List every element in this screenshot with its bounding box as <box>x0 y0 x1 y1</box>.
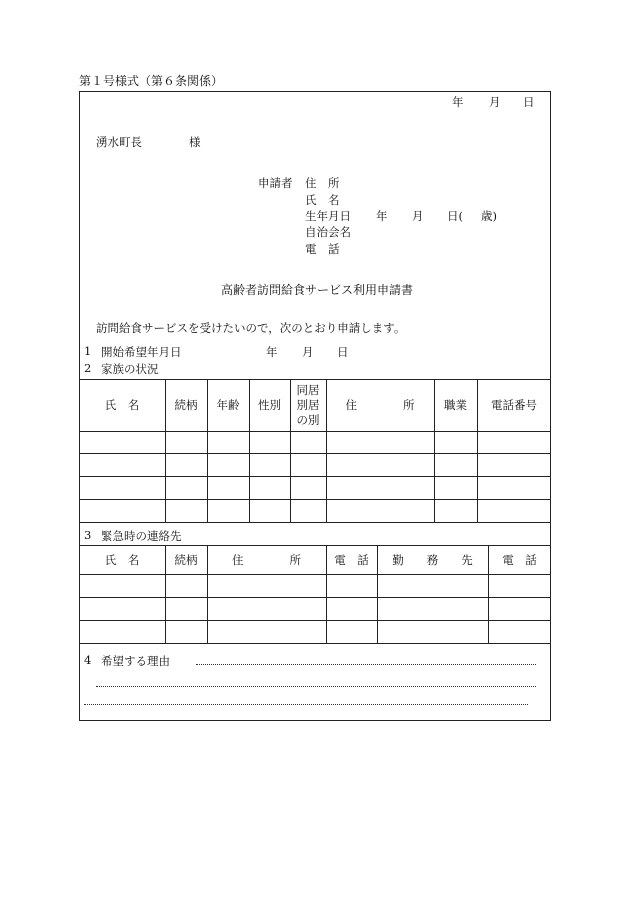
emergency-row-2[interactable] <box>80 598 550 620</box>
applicant-birthdate-label: 生年月日 <box>305 209 351 223</box>
birthdate-day-label: 日( <box>447 209 463 223</box>
date-year-label: 年 <box>452 95 464 109</box>
section3-number: 3 <box>84 528 92 542</box>
applicant-association-label: 自治会名 <box>305 225 351 239</box>
emergency-row-1[interactable] <box>80 575 550 597</box>
family-row-3[interactable] <box>80 477 550 499</box>
applicant-address-label: 住 所 <box>305 176 340 190</box>
birthdate-month-label: 月 <box>412 209 424 223</box>
section3-label: 緊急時の連絡先 <box>101 529 182 543</box>
start-month-label: 月 <box>302 345 314 359</box>
birthdate-age-label: 歳) <box>481 209 497 223</box>
applicant-name-label: 氏 名 <box>305 193 340 207</box>
emergency-row-3[interactable] <box>80 621 550 643</box>
family-row-2[interactable] <box>80 454 550 476</box>
birthdate-year-label: 年 <box>376 209 388 223</box>
family-header-sex: 性別 <box>258 398 281 412</box>
family-header-cohabitation: 同居 別居 の別 <box>296 382 320 427</box>
family-header-relation: 続柄 <box>174 398 198 412</box>
family-header-age: 年齢 <box>216 398 240 412</box>
emergency-header-work-phone: 電 話 <box>502 552 537 567</box>
applicant-phone-label: 電 話 <box>305 242 340 256</box>
emergency-table-bottom-line <box>79 643 551 644</box>
emergency-header-address: 住 所 <box>232 552 301 567</box>
emergency-header-name: 氏 名 <box>104 552 140 567</box>
start-day-label: 日 <box>337 345 349 359</box>
section1-label: 開始希望年月日 <box>101 345 182 359</box>
date-month-label: 月 <box>489 95 501 109</box>
family-header-phone: 電話番号 <box>491 398 537 412</box>
addressee-office: 湧水町長 <box>96 135 142 149</box>
family-row-1[interactable] <box>80 432 550 453</box>
form-number: 第１号様式（第６条関係） <box>79 74 224 88</box>
applicant-label: 申請者 <box>258 176 293 190</box>
section4-label: 希望する理由 <box>101 654 170 668</box>
date-day-label: 日 <box>523 95 535 109</box>
reason-line-2[interactable] <box>96 686 536 687</box>
section1-number: 1 <box>84 344 92 358</box>
family-header-name: 氏 名 <box>104 398 140 412</box>
family-table-bottom-line <box>79 522 551 523</box>
start-year-label: 年 <box>266 345 278 359</box>
section4-number: 4 <box>84 653 92 667</box>
family-header-occupation: 職業 <box>444 398 467 412</box>
form-title: 高齢者訪問給食サービス利用申請書 <box>221 283 414 297</box>
family-header-address: 住 所 <box>345 398 415 412</box>
emergency-header-workplace: 勤 務 先 <box>392 552 473 567</box>
emergency-header-relation: 続柄 <box>174 552 198 567</box>
addressee-honorific: 様 <box>189 135 201 149</box>
family-row-4[interactable] <box>80 500 550 522</box>
section2-label: 家族の状況 <box>101 362 159 376</box>
reason-line-3[interactable] <box>84 704 528 705</box>
emergency-header-phone: 電 話 <box>334 552 369 567</box>
intro-text: 訪問給食サービスを受けたいので，次のとおり申請します。 <box>96 321 406 335</box>
section2-number: 2 <box>84 361 92 375</box>
reason-line-1[interactable] <box>196 664 536 665</box>
